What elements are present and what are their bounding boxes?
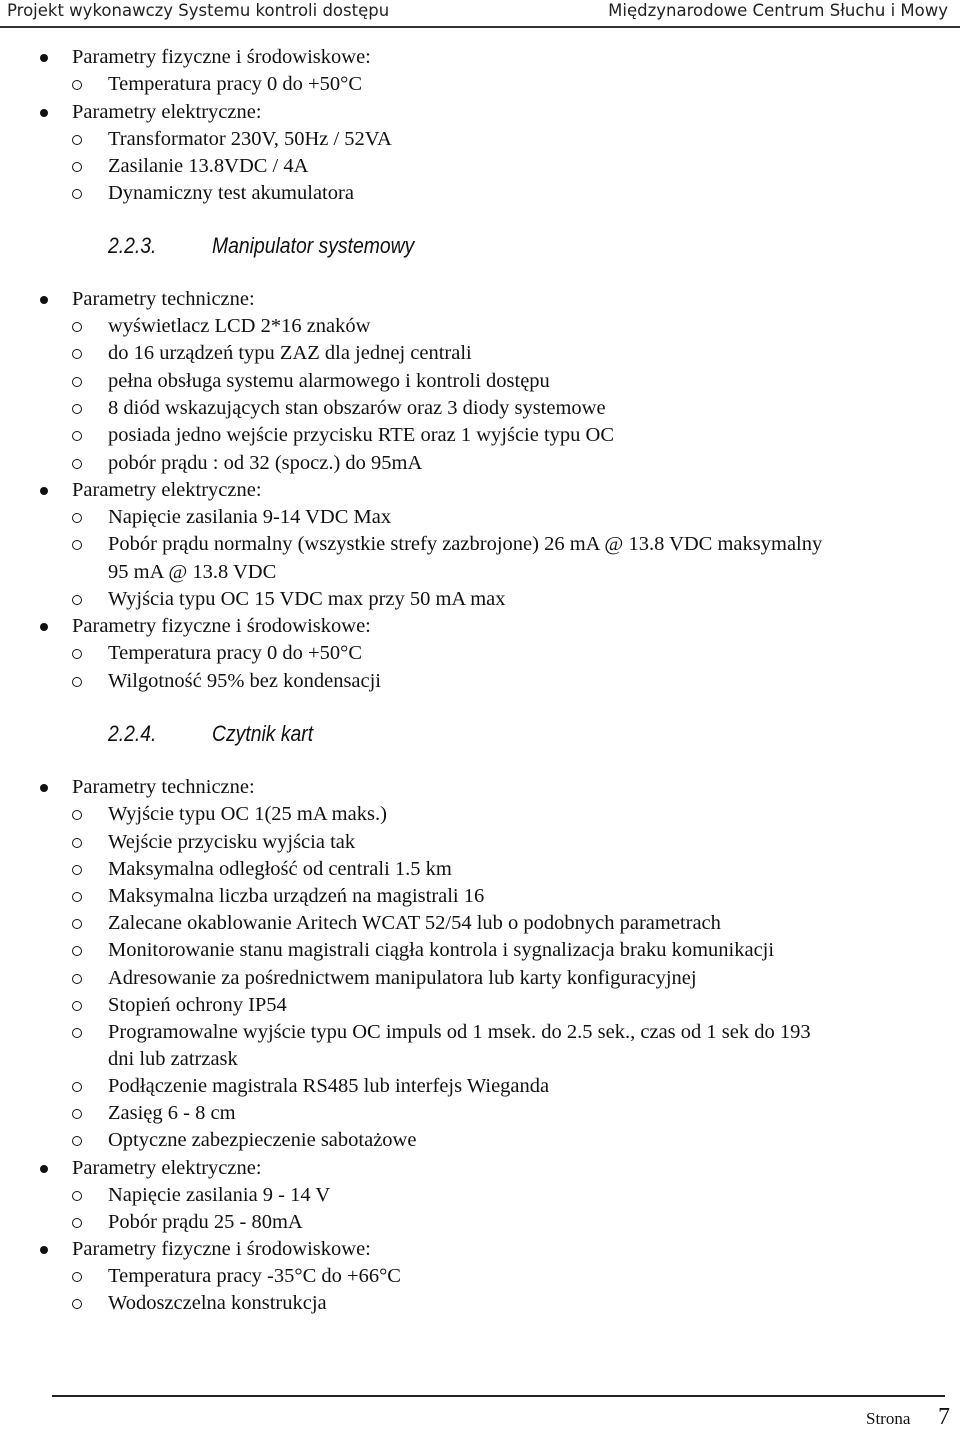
bullet-dot-icon <box>40 784 48 792</box>
bullet-circle-icon <box>72 377 82 387</box>
header-rule <box>0 26 960 28</box>
section-number: 2.2.3. <box>108 233 157 258</box>
bullet-circle-icon <box>72 513 82 523</box>
bullet-circle-icon <box>72 838 82 848</box>
bullet-dot-icon <box>40 1165 48 1173</box>
section-title: Manipulator systemowy <box>212 233 415 258</box>
bullet-circle-icon <box>72 322 82 332</box>
category-heading: Parametry techniczne: <box>72 776 255 798</box>
list-item: Wyjście typu OC 1(25 mA maks.) <box>108 803 387 825</box>
list-item: Temperatura pracy -35°C do +66°C <box>108 1265 401 1287</box>
list-item: Napięcie zasilania 9 - 14 V <box>108 1184 331 1206</box>
category-heading: Parametry elektryczne: <box>72 1157 262 1179</box>
footer-page-label: Strona <box>866 1409 911 1428</box>
bullet-circle-icon <box>72 459 82 469</box>
bullet-circle-icon <box>72 892 82 902</box>
list-item: Maksymalna odległość od centrali 1.5 km <box>108 858 452 880</box>
bullet-circle-icon <box>72 1299 82 1309</box>
bullet-dot-icon <box>40 109 48 117</box>
list-item: Wodoszczelna konstrukcja <box>108 1292 327 1314</box>
bullet-circle-icon <box>72 189 82 199</box>
list-item: Pobór prądu normalny (wszystkie strefy zazbrojone) 26 mA @ 13.8 VDC maksymalny <box>108 533 823 555</box>
bullet-circle-icon <box>72 649 82 659</box>
bullet-dot-icon <box>40 54 48 62</box>
list-item: Adresowanie za pośrednictwem manipulatora lub karty konfiguracyjnej <box>108 967 697 989</box>
category-heading: Parametry elektryczne: <box>72 101 262 123</box>
list-item: pełna obsługa systemu alarmowego i kontroli dostępu <box>108 370 550 392</box>
list-item-continuation: 95 mA @ 13.8 VDC <box>108 561 277 583</box>
bullet-circle-icon <box>72 162 82 172</box>
bullet-circle-icon <box>72 595 82 605</box>
category-heading: Parametry fizyczne i środowiskowe: <box>72 1238 371 1260</box>
list-item: Transformator 230V, 50Hz / 52VA <box>108 128 392 150</box>
section-title: Czytnik kart <box>212 721 314 746</box>
bullet-circle-icon <box>72 404 82 414</box>
list-item: Temperatura pracy 0 do +50°C <box>108 73 362 95</box>
category-heading: Parametry techniczne: <box>72 288 255 310</box>
bullet-circle-icon <box>72 1136 82 1146</box>
bullet-circle-icon <box>72 1082 82 1092</box>
list-item: Wejście przycisku wyjścia tak <box>108 831 356 853</box>
list-item: Napięcie zasilania 9-14 VDC Max <box>108 506 392 528</box>
bullet-circle-icon <box>72 1001 82 1011</box>
list-item: Maksymalna liczba urządzeń na magistrali 16 <box>108 885 485 907</box>
header-organization: Międzynarodowe Centrum Słuchu i Mowy <box>608 1 948 20</box>
bullet-circle-icon <box>72 974 82 984</box>
bullet-circle-icon <box>72 946 82 956</box>
bullet-circle-icon <box>72 1191 82 1201</box>
list-item: Zalecane okablowanie Aritech WCAT 52/54 lub o podobnych parametrach <box>108 912 721 934</box>
bullet-circle-icon <box>72 677 82 687</box>
list-item: Zasięg 6 - 8 cm <box>108 1102 236 1124</box>
list-item: Temperatura pracy 0 do +50°C <box>108 642 362 664</box>
bullet-circle-icon <box>72 1272 82 1282</box>
bullet-circle-icon <box>72 1218 82 1228</box>
list-item: wyświetlacz LCD 2*16 znaków <box>108 315 371 337</box>
footer-page-number: 7 <box>938 1404 950 1430</box>
bullet-circle-icon <box>72 1109 82 1119</box>
list-item: do 16 urządzeń typu ZAZ dla jednej centrali <box>108 342 472 364</box>
bullet-dot-icon <box>40 623 48 631</box>
bullet-circle-icon <box>72 919 82 929</box>
bullet-circle-icon <box>72 80 82 90</box>
list-item: Wilgotność 95% bez kondensacji <box>108 670 382 692</box>
list-item: posiada jedno wejście przycisku RTE oraz 1 wyjście typu OC <box>108 424 615 446</box>
bullet-circle-icon <box>72 349 82 359</box>
list-item: Stopień ochrony IP54 <box>108 994 287 1016</box>
section-number: 2.2.4. <box>108 721 157 746</box>
bullet-circle-icon <box>72 135 82 145</box>
list-item: Zasilanie 13.8VDC / 4A <box>108 155 309 177</box>
list-item: pobór prądu : od 32 (spocz.) do 95mA <box>108 452 423 474</box>
list-item: Wyjścia typu OC 15 VDC max przy 50 mA max <box>108 588 506 610</box>
bullet-dot-icon <box>40 487 48 495</box>
category-heading: Parametry fizyczne i środowiskowe: <box>72 46 371 68</box>
category-heading: Parametry elektryczne: <box>72 479 262 501</box>
list-item: Monitorowanie stanu magistrali ciągła kontrola i sygnalizacja braku komunikacji <box>108 939 775 961</box>
list-item: Optyczne zabezpieczenie sabotażowe <box>108 1129 417 1151</box>
bullet-circle-icon <box>72 865 82 875</box>
bullet-circle-icon <box>72 431 82 441</box>
page-header <box>0 0 960 27</box>
bullet-circle-icon <box>72 1028 82 1038</box>
bullet-dot-icon <box>40 1246 48 1254</box>
category-heading: Parametry fizyczne i środowiskowe: <box>72 615 371 637</box>
list-item-continuation: dni lub zatrzask <box>108 1048 238 1070</box>
list-item: 8 diód wskazujących stan obszarów oraz 3 diody systemowe <box>108 397 606 419</box>
header-project-title: Projekt wykonawczy Systemu kontroli dostępu <box>7 1 390 20</box>
list-item: Dynamiczny test akumulatora <box>108 182 354 204</box>
footer-rule <box>52 1395 945 1397</box>
bullet-circle-icon <box>72 540 82 550</box>
list-item: Pobór prądu 25 - 80mA <box>108 1211 303 1233</box>
list-item: Podłączenie magistrala RS485 lub interfejs Wieganda <box>108 1075 550 1097</box>
list-item: Programowalne wyjście typu OC impuls od 1 msek. do 2.5 sek., czas od 1 sek do 193 <box>108 1021 811 1043</box>
bullet-circle-icon <box>72 810 82 820</box>
bullet-dot-icon <box>40 296 48 304</box>
